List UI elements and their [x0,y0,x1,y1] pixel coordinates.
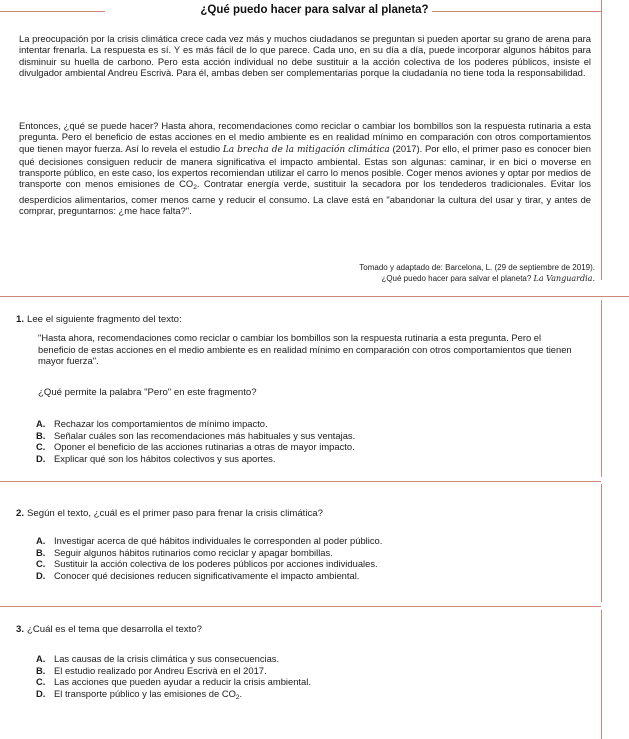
option-a[interactable]: A. Las causas de la crisis climática y sus consecuencias. [36,653,280,664]
option-c[interactable]: C. Oponer el beneficio de las acciones rutinarias a otras de mayor impacto. [36,441,355,453]
page-title: ¿Qué puedo hacer para salvar al planeta? [200,4,429,16]
source-line-1: Tomado y adaptado de: Barcelona, L. (29 de septiembre de 2019). [359,263,595,272]
option-b[interactable]: B. Seguir algunos hábitos rutinarios como reciclar y apagar bombillas. [36,546,333,558]
source-publication: La Vanguardia. [533,274,595,283]
co2-formula: $CO_2$ [221,687,240,701]
study-title: La brecha de la mitigación climática [222,144,390,155]
question-1-subquestion: ¿Qué permite la palabra "Pero" en este fragmento? [38,387,257,398]
question-3-text: ¿Cuál es el tema que desarrolla el texto? [27,624,202,635]
co2-formula: $CO_2$ [179,178,197,192]
question-2 [16,508,323,520]
question-3-options [36,653,311,703]
question-2-divider [0,606,601,607]
question-2-number: 2. [16,508,25,519]
option-a[interactable]: A. Rechazar los comportamientos de mínimo impacto. [36,418,268,429]
paragraph-2-part-1: Entonces, ¿qué se puede hacer? Hasta ahora, recomendaciones como reciclar o cambiar los bombillos son la respuesta rutinaria a esta pregunta. Pero el beneficio de estas acciones en el medio ambiente es en realidad mínimo en comparación con otros comportamientos que tienen mayor fuerza. Así lo revela el estudio [19,120,591,154]
option-d[interactable]: D. Conocer qué decisiones reducen significativamente el impacto ambiental. [36,569,360,581]
question-3-border [601,610,602,739]
option-b[interactable]: B. Señalar cuáles son las recomendaciones más habituales y sus ventajas. [36,429,356,441]
question-1-divider [0,481,601,482]
option-d[interactable]: D. El transporte público y las emisiones de $CO_2$. [36,687,243,701]
option-a[interactable]: A. Investigar acerca de qué hábitos individuales le corresponden al poder público. [36,535,383,546]
title-rule-left [0,11,105,12]
reading-box-right-border [601,0,602,280]
paragraph-1: La preocupación por la crisis climática crece cada vez más y muchos ciudadanos se preguntan si pueden aportar su grano de arena para intentar frenarla. La respuesta es sí. Y es más fácil de lo que parece. Cada uno, en su día a día, puede incorporar algunos hábitos para disminuir su huella de carbono. Pero esta acción individual no debe sustituir a la acción colectiva de los poderes públicos, insiste el divulgador ambiental Andreu Escrivà. Para él, ambas deben ser complementarias porque la ciudadanía no tiene toda la responsabilidad. [19,33,591,78]
question-3-number: 3. [16,624,25,635]
question-2-text: Según el texto, ¿cuál es el primer paso para frenar la crisis climática? [27,508,323,519]
question-1-border [601,300,602,477]
question-3 [16,624,202,636]
source-line-2: ¿Qué puedo hacer para salvar el planeta? La Vanguardia. [381,274,595,283]
paragraph-2-part-3: . Contratar energía verde, sustituir la secadora por los tendederos tradicionales. Evitar los desperdicios alimentarios, comer menos carne y reducir el consumo. La clave está en "abandonar la cultura del usar y tirar, y antes de comprar, preguntarnos: ¿me hace falta?". [19,178,591,217]
question-2-border [601,484,602,602]
question-1 [16,314,182,326]
option-c[interactable]: C. Sustituir la acción colectiva de los poderes públicos por acciones individuales. [36,558,378,570]
question-1-number: 1. [16,314,25,325]
paragraph-2-part-2: (2017). Por ello, el primer paso es conocer bien qué decisiones consiguen reducir de manera significativa el impacto ambiental. Estas son algunas: caminar, ir en bici o moverse en transporte público, en este caso, los expertos recomiendan utilizar el carro lo menos posible. Coger menos aviones y optar por medios de transporte con menos emisiones de [19,142,591,190]
question-1-quote: "Hasta ahora, recomendaciones como reciclar o cambiar los bombillos son la respuesta rutinaria a esta pregunta. Pero el beneficio de estas acciones en el medio ambiente es en realidad mínimo en comparación con otros comportamientos que tienen mayor fuerza". [38,332,572,367]
option-b[interactable]: B. El estudio realizado por Andreu Escrivà en el 2017. [36,664,267,676]
question-2-options [36,535,382,581]
option-d[interactable]: D. Explicar qué son los hábitos colectivos y sus aportes. [36,452,276,464]
paragraph-2 [19,120,591,216]
question-1-text: Lee el siguiente fragmento del texto: [27,314,182,325]
option-c[interactable]: C. Las acciones que pueden ayudar a reducir la crisis ambiental. [36,676,311,688]
title-rule-right [432,11,602,12]
question-1-options [36,418,355,464]
source-citation [359,262,595,284]
section-divider [0,296,629,297]
